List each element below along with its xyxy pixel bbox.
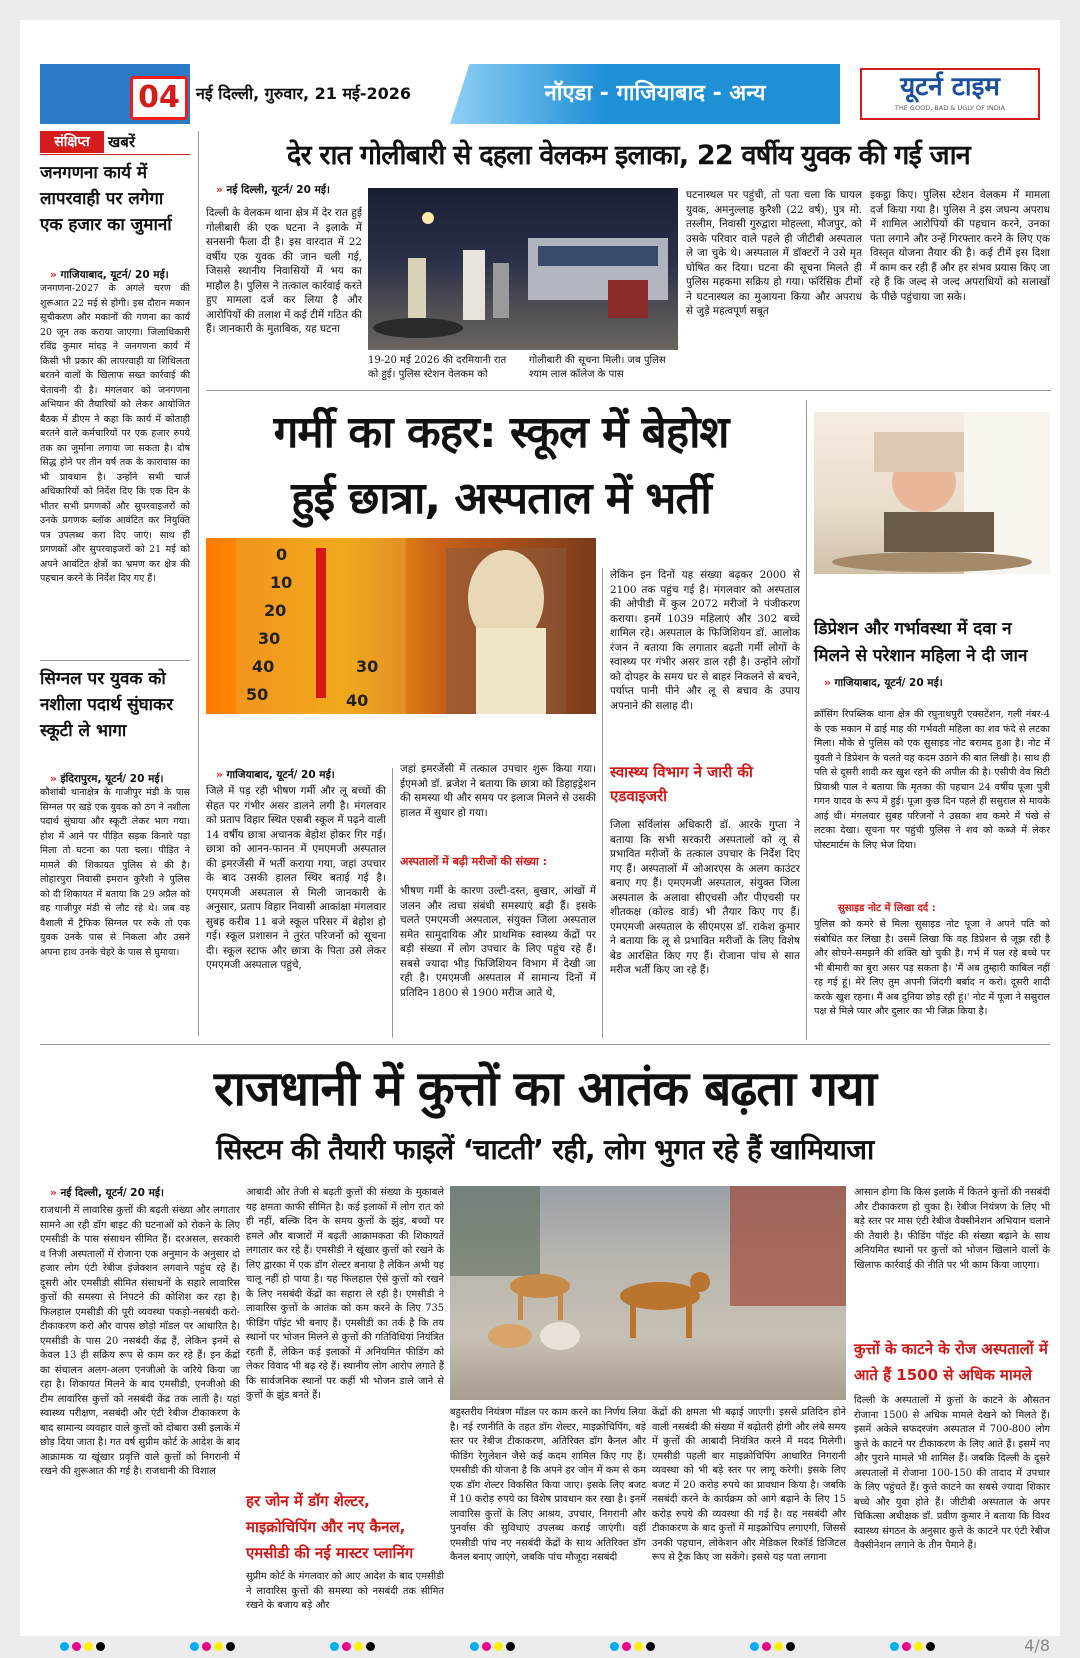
brief2-dateline: » इंदिरापुरम, यूटर्न/ 20 मई। xyxy=(50,772,190,786)
depression-headline: डिप्रेशन और गर्भावस्था में दवा न मिलने से परेशान महिला ने दी जान xyxy=(814,619,1028,666)
street-dogs-icon xyxy=(450,1186,846,1400)
dogs-dateline: » नई दिल्ली, यूटर्न/ 20 मई। xyxy=(50,1186,250,1200)
thermo-tick: 10 xyxy=(270,573,293,592)
thermo-tick: 30 xyxy=(258,629,281,648)
heat-col2-subhead: अस्पतालों में बढ़ी मरीजों की संख्या : xyxy=(400,855,547,868)
brief2-headline: सिग्नल पर युवक को नशीला पदार्थ सुंघाकर स्कूटी ले भागा xyxy=(40,669,174,741)
reg-dots-3 xyxy=(330,1636,378,1655)
brief-rule xyxy=(40,154,190,155)
reg-dots-2 xyxy=(190,1636,238,1655)
dogs-col5-subhead: कुत्तों के काटने के रोज अस्पतालों में आते हैं 1500 से अधिक मामले xyxy=(854,1340,1048,1384)
section-title: नॉएडा - गाजियाबाद - अन्य xyxy=(544,81,766,106)
heat-col3a: लेकिन इन दिनों यह संख्या बढ़कर 2000 से 2100 तक पहुंच गई है। मंगलवार को अस्पताल की ओपीडी में कुल 2072 मरीजों ने पंजीकरण कराया। इनमें 1039 महिलाएं और 302 बच्चे शामिल रहे। अस्पताल के फिजिशियन डॉ. आलोक रंजन ने बताया कि लगातार बढ़ती गर्मी लोगों के स्वास्थ्य पर गंभीर असर डाल रही है। उन्होंने लोगों को दोपहर के समय घर से बाहर निकलने से बचने, पर्याप्त पानी पीने और लू से बचाव के उपाय अपनाने की सलाह दी। xyxy=(610,569,800,712)
top-story-col1: दिल्ली के वेलकम थाना क्षेत्र में देर रात हुई गोलीबारी की एक घटना ने इलाके में सनसनी फैला दी है। इस वारदात में 22 वर्षीय एक युवक की जान चली गई, जिससे स्थानीय निवासियों में भय का माहौल है। पुलिस ने तत्काल कार्रवाई करते हुए मामला दर्ज कर लिया है और आरोपियों की तलाश में कई टीमें गठित की हैं। जानकारी के मुताबिक, यह घटना xyxy=(206,207,362,335)
heat-col2a: जहां इमरजेंसी में तत्काल उपचार शुरू किया गया। ईएमओ डॉ. ब्रजेश ने बताया कि छात्रा को डिहाइड्रेशन की समस्या थी और समय पर इलाज मिलने से उसकी हालत में सुधार हो गया। xyxy=(400,763,596,819)
page-number: 04 xyxy=(138,80,180,115)
dogs-col2b: सुप्रीम कोर्ट के मंगलवार को आए आदेश के बाद एमसीडी ने लावारिस कुत्तों की समस्या को नसबंदी तक सीमित रखने के बजाय बड़े और xyxy=(246,1571,444,1611)
left-column-rule xyxy=(198,131,199,1036)
reg-dots-6 xyxy=(750,1636,798,1655)
brief1-headline: जनगणना कार्य में लापरवाही पर लगेगा एक हजार का जुमार्ना xyxy=(40,163,172,235)
heat-dateline: » गाजियाबाद, यूटर्न/ 20 मई। xyxy=(216,768,396,782)
dogs-col5b: दिल्ली के अस्पतालों में कुत्तों के काटने के औसतन रोजाना 1500 से अधिक मामले देखने को मिलते हैं। इसमें अकेले सफदरजंग अस्पताल में 700-800 लोग कुत्ते के काटने पर टीकाकरण के लिए आते हैं। इसमें नए और पुराने मामले भी शामिल हैं। जबकि दिल्ली के दूसरे अस्पतालों में रोजाना 100-150 की तादाद में उपचार के लिए पहुंचते हैं। कुत्ते काटने का सबसे ज्यादा शिकार बच्चे और युवा होते हैं। जीटीबी अस्पताल के अपर चिकित्सा अधीक्षक डॉ. प्रवीण कुमार ने बताया कि विश्व स्वास्थ्य संगठन के अनुसार कुत्ते के काटने पर एंटी रेबीज वैक्सीनेशन लगाने के तीन पैमाने हैं। xyxy=(854,1395,1050,1551)
top-story-col3: घटनास्थल पर पहुंची, तो पता चला कि घायल युवक, अमनुल्लाह कुरैशी (22 वर्ष), पुत्र मो. तस्लीम, निवासी गुरुद्वारा मोहल्ला, मौजपुर, को उसके परिवार वाले पहले ही जीटीबी अस्पताल ले जा चुके थे। अस्पताल में डॉक्टरों ने उसे मृत घोषित कर दिया। घटना की सूचना मिलते ही पुलिस महकमा सक्रिय हो गया। फॉरेंसिक टीमों ने घटनास्थल का मुआयना किया और अपराध से जुड़े महत्वपूर्ण सबूत xyxy=(686,189,862,317)
depression-subhead: सुसाइड नोट में लिखा दर्द : xyxy=(838,903,936,914)
reg-dots-1 xyxy=(60,1636,108,1655)
dogs-col2-subhead: हर जोन में डॉग शेल्टर, माइक्रोचिपिंग और नए कैनल, एमसीडी की नई मास्टर प्लानिंग xyxy=(246,1492,414,1562)
brief2-body: कौशांबी थानाक्षेत्र के गाजीपुर मंडी के पास सिग्नल पर खड़े एक युवक को ठग ने नशीला पदार्थ सुंघाया और स्कूटी लेकर भाग गया। होश में आने पर पीड़ित सड़क किनारे पड़ा मिला तो घटना का पता चला। पीड़ित ने मामले की शिकायत पुलिस से की है। लोहारपुरा निवासी इमरान कुरैशी ने पुलिस को दी शिकायत में बताया कि 29 अप्रैल को वह गाजीपुर मंडी से लौट रहे थे। जब वह वैशाली में ट्रैफिक सिग्नल पर रुके तो एक युवक उनके पास से निकला और उसने अपना हाथ उनके चेहरे के पास से घुमाया। xyxy=(40,787,190,958)
top-story-col4: इकट्ठा किए। पुलिस स्टेशन वेलकम में मामला दर्ज किया गया है। पुलिस ने इस जघन्य अपराध में शामिल आरोपियों की पहचान करने, उनका पता लगाने और उन्हें गिरफ्तार करने के लिए एक विस्तृत योजना तैयार की है। कई टीमें इस दिशा में काम कर रही हैं और हर संभव प्रयास किए जा रहे हैं कि जल्द से जल्द अपराधियों को सलाखों के पीछे पहुंचाया जा सके। xyxy=(870,189,1050,303)
thermo-tick: 30 xyxy=(356,657,379,676)
heat-headline-1: गर्मी का कहर: स्कूल में बेहोश xyxy=(273,407,729,458)
thermo-tick: 40 xyxy=(252,657,275,676)
heat-col-rule-2 xyxy=(602,568,603,1038)
brief-label-a: संक्षिप्त xyxy=(40,131,104,153)
heat-col1: जिले में पड़ रही भीषण गर्मी और लू बच्चों की सेहत पर गंभीर असर डालने लगी है। मंगलवार को प्रताप विहार स्थित एसबी स्कूल में पढ़ने वाली 14 वर्षीय छात्रा अचानक बेहोश होकर गिर गई। छात्रा को आनन-फानन में एमएमजी अस्पताल की इमरजेंसी में भर्ती कराया गया, जहां उपचार के बाद उसकी हालत स्थिर बताई गई है। एमएमजी अस्पताल से मिली जानकारी के अनुसार, प्रताप विहार निवासी आकांक्षा मंगलवार सुबह करीब 11 बजे स्कूल परिसर में बेहोश हो गई। स्कूल प्रशासन ने तुरंत परिजनों को सूचना दी। स्कूल स्टाफ और छात्रा के पिता उसे लेकर एमएमजी अस्पताल पहुंचे, xyxy=(206,785,386,971)
page-indicator: 4/8 xyxy=(1024,1636,1050,1655)
heat-col2b: भीषण गर्मी के कारण उल्टी-दस्त, बुखार, आंखों में जलन और त्वचा संबंधी समस्याएं बढ़ी हैं। इसके चलते एमएमजी अस्पताल, संयुक्त जिला अस्पताल समेत सामुदायिक और प्राथमिक स्वास्थ्य केंद्रों पर बड़ी संख्या में लोग उपचार के लिए पहुंच रहे हैं। सबसे ज्यादा भीड़ फिजिशियन विभाग में देखी जा रही है। एमएमजी अस्पताल में सामान्य दिनों में प्रतिदिन 1800 से 1900 मरीज आते थे, xyxy=(400,885,596,999)
heat-col3-subhead: स्वास्थ्य विभाग ने जारी की एडवाइजरी xyxy=(610,763,753,805)
registration-marks xyxy=(40,1636,1040,1648)
issue-date: नई दिल्ली, गुरुवार, 21 मई-2026 xyxy=(196,84,412,103)
thermo-tick: 40 xyxy=(346,691,369,710)
dogs-top-rule xyxy=(40,1044,1050,1045)
dogs-headline: राजधानी में कुत्तों का आतंक बढ़ता गया xyxy=(213,1061,877,1117)
brief1-body: जनगणना-2027 के अगले चरण की शुरूआत 22 मई से होगी। इस दौरान मकान सूचीकरण और मकानों की गणना का कार्य 20 जून तक कराया जाएगा। जिलाधिकारी रविंद्र कुमार मांदड़ ने जनगणना कार्य में किसी भी प्रकार की लापरवाही या शिथिलता बरतने वालों के खिलाफ सख्त कार्रवाई की चेतावनी दी है। मंगलवार को जनगणना अभियान की तैयारियों को लेकर आयोजित बैठक में डीएम ने कहा कि कार्य में कोताही बरतने वाले कर्मचारियों पर एक हजार रुपये तक का जुर्माना लगाया जा सकता है। दोष सिद्ध होने पर तीन वर्ष तक के कारावास का भी प्रावधान है। उन्होंने सभी चार्ज अधिकारियों को निर्देश दिए कि एक दिन के भीतर सभी प्रगणकों और सुपरवाइजरों को उनके प्रगणक ब्लॉक आवंटित कर नियुक्ति पत्र उपलब्ध करा दिए जाएं। साथ ही प्रगणकों और सुपरवाइजरों को 21 मई को अपने आवंटित क्षेत्रों का भ्रमण कर क्षेत्र की पहचान करने के निर्देश दिए गए हैं। xyxy=(40,283,190,584)
depression-dateline: » गाजियाबाद, यूटर्न/ 20 मई। xyxy=(824,676,1004,690)
pregnant-woman-icon xyxy=(814,412,1050,574)
heat-photo xyxy=(206,538,596,714)
top-story-caption: 19-20 मई 2026 की दरमियानी रात को हुई। पुलिस स्टेशन वेलकम को गोलीबारी की सूचना मिली। जब पुलिस श्याम लाल कॉलेज के पास xyxy=(368,355,666,380)
thermo-tick: 50 xyxy=(246,685,269,704)
masthead xyxy=(40,64,1040,124)
dogs-col1: राजधानी में लावारिस कुत्तों की बढ़ती संख्या और लगातार सामने आ रही डॉग बाइट की घटनाओं को रोकने के लिए एमसीडी के पास संसाधन सीमित हैं। दरअसल, सरकारी व निजी अस्पतालों में रोजाना एक अनुमान के अनुसार दो हजार लोग एंटी रेबीज इंजेक्शन लगवाने पहुंच रहे हैं। दूसरी ओर एमसीडी सीमित संसाधनों के सहारे लावारिस कुत्तों की समस्या से निपटने की कोशिश कर रहा है। फिलहाल एमसीडी की पूरी व्यवस्था पकड़ो-नसबंदी करो-टीकाकरण करो और वापस छोड़ो मॉडल पर आधारित है। एमसीडी के पास 20 नसबंदी केंद्र हैं, लेकिन इनमें से केवल 13 ही सक्रिय रूप से काम कर रहे हैं। इन केंद्रों का संचालन अलग-अलग एनजीओ के जरिये किया जा रहा है। शिकायत मिलने के बाद एमसीडी, एनजीओ की टीम लावारिस कुत्तों को नसबंदी केंद्र तक लाती है। यहां स्वास्थ्य परीक्षण, नसबंदी और एंटी रेबीज टीकाकरण के बाद सामान्य व्यवहार वाले कुत्तों को दोबारा उसी इलाके में छोड़ दिया जाता है। गत वर्ष सुप्रीम कोर्ट के आदेश के बाद आक्रामक या खूंखार प्रवृत्ति वाले कुत्तों को निगरानी में रखने की शुरूआत की गई है। राजधानी की विशाल xyxy=(40,1205,240,1477)
top-story-dateline: » नई दिल्ली, यूटर्न/ 20 मई। xyxy=(216,183,396,197)
paper-sheet xyxy=(20,20,1060,1636)
brief-label-b: खबरें xyxy=(108,133,135,151)
brief1-dateline: » गाजियाबाद, यूटर्न/ 20 मई। xyxy=(50,268,190,282)
dogs-col2: आबादी और तेजी से बढ़ती कुत्तों की संख्या के मुकाबले यह क्षमता काफी सीमित है। कई इलाकों में लोग रात को ही नहीं, बल्कि दिन के समय कुत्तों के झुंड, बच्चों पर हमले और बाजारों में बढ़ती आक्रामकता की शिकायतें लगातार कर रहे हैं। एमसीडी ने खूंखार कुत्तों को रखने के लिए द्वारका में एक डॉग शेल्टर बनाया है लेकिन अभी यह चालू नहीं हो पाया है। यह फिलहाल ऐसे कुत्तों को रखने के लिए नसबंदी केंद्रों का सहारा ले रही है। एमसीडी ने लावारिस कुत्तों के आतंक को कम करने के लिए 735 फीडिंग पॉइंट भी बनाए हैं। एमसीडी का तर्क है कि तय स्थानों पर भोजन मिलने से कुत्तों की गतिविधियां नियंत्रित रहती हैं, लेकिन कई इलाकों में अनियमित फीडिंग को लेकर विवाद भी बढ़ रहे हैं। स्थानीय लोग आरोप लगाते हैं कि सार्वजनिक स्थानों पर कहीं भी भोजन डाले जाने से कुत्तों के झुंड बनते हैं। xyxy=(246,1187,444,1401)
top-story-rule xyxy=(206,390,1051,391)
brief-label xyxy=(40,131,190,153)
dogs-photo xyxy=(450,1186,846,1400)
depression-photo xyxy=(814,412,1050,574)
depression-body2: पुलिस को कमरे से मिला सुसाइड नोट पूजा ने अपने पति को संबोधित कर लिखा है। उसमें लिखा कि वह डिप्रेशन से जूझ रही है और सोचने-समझने की शक्ति खो चुकी है। गर्भ में पल रहे बच्चे पर भी बीमारी का बुरा असर पड़ सकता है। 'मैं अब तुम्हारी काबिल नहीं रह गई हूं। मेरे लिए तुम अपनी जिंदगी बर्बाद न करो। दूसरी शादी करके खुश रहना। मैं अब दुनिया छोड़ रही हूं।' नोट में पूजा ने ससुराल पक्ष से मिले प्यार और दुलार का भी जिक्र किया है। xyxy=(814,919,1050,1017)
logo: यूटर्न टाइम xyxy=(900,72,1000,102)
reg-dots-7 xyxy=(890,1636,938,1655)
reg-dots-4 xyxy=(470,1636,518,1655)
brief-divider xyxy=(40,660,190,661)
dogs-subheadline: सिस्टम की तैयारी फाइलें ‘चाटती’ रही, लोग भुगत रहे हैं खामियाजा xyxy=(216,1133,874,1166)
thermometer-icon xyxy=(206,538,596,714)
top-story-headline: देर रात गोलीबारी से दहला वेलकम इलाका, 22 वर्षीय युवक की गई जान xyxy=(287,140,970,171)
logo-tagline: THE GOOD, BAD & UGLY OF INDIA xyxy=(894,104,1006,112)
dogs-col5a: आसान होगा कि किस इलाके में कितने कुत्तों की नसबंदी और टीकाकरण हो चुका है। रेबीज नियंत्रण के लिए भी बड़े स्तर पर मास एंटी रेबीज वैक्सीनेशन अभियान चलाने की तैयारी है। फीडिंग पॉइंट की संख्या बढ़ाने के साथ अनियमित स्थानों पर कुत्तों को भोजन खिलाने वालों के खिलाफ कार्रवाई की नीति पर भी काम किया जाएगा। xyxy=(854,1187,1050,1271)
thermo-tick: 20 xyxy=(264,601,287,620)
dogs-col4: केंद्रों की क्षमता भी बढ़ाई जाएगी। इससे प्रतिदिन होने वाली नसबंदी की संख्या में बढ़ोतरी होगी और लंबे समय में कुत्तों की आबादी नियंत्रित करने में मदद मिलेगी। एमसीडी पहली बार माइक्रोचिपिंग आधारित निगरानी व्यवस्था को भी बड़े स्तर पर लागू करेगी। इसके लिए बजट में 20 करोड़ रुपये का प्रावधान किया है। जबकि नसबंदी करने के कार्यक्रम को आगे बढ़ाने के लिए 15 करोड़ रुपये की व्यवस्था की गई है। वह नसबंदी और टीकाकरण के बाद कुत्तों में माइक्रोचिप लगाएगी, जिससे उनकी पहचान, लोकेशन और मेडिकल रिकॉर्ड डिजिटल रूप से ट्रैक किए जा सकेंगे। इससे यह पता लगाना xyxy=(652,1407,846,1563)
heat-col-rule-1 xyxy=(392,768,393,1038)
top-story-photo xyxy=(368,188,678,350)
thermo-tick: 0 xyxy=(276,545,288,564)
dogs-col3: बहुस्तरीय नियंत्रण मॉडल पर काम करने का निर्णय लिया है। नई रणनीति के तहत डॉग शेल्टर, माइक्रोचिपिंग, बड़े स्तर पर रेबीज टीकाकरण, अतिरिक्त डॉग कैनल और फीडिंग रेगुलेशन जैसे कई कदम शामिल किए गए हैं। एमसीडी की योजना है कि अपने हर जोन में कम से कम एक डॉग शेल्टर विकसित किया जाए। इसके लिए बजट में 10 करोड़ रुपये का विशेष प्रावधान कर रखा है। इनमें लावारिस कुत्तों के लिए आश्रय, उपचार, निगरानी और पुनर्वास की सुविधाएं उपलब्ध कराई जाएंगी। वहीं एमसीडी पांच नए नसबंदी केंद्रों के साथ अतिरिक्त डॉग कैनल बनाए जाएंगे, जबकि पांच मौजूदा नसबंदी xyxy=(450,1407,646,1563)
heat-col3b: जिला सर्विलांस अधिकारी डॉ. आरके गुप्ता ने बताया कि सभी सरकारी अस्पतालों को लू से प्रभावित मरीजों के तत्काल उपचार के निर्देश दिए गए हैं। अस्पतालों में ओआरएस के अलग काउंटर बनाए गए हैं। एमएमजी अस्पताल, संयुक्त जिला अस्पताल के अलावा सीएचसी और पीएचसी पर शीतकक्ष (कोल्ड वार्ड) भी तैयार किए गए हैं। एमएमजी अस्पताल के सीएमएस डॉ. राकेश कुमार ने बताया कि लू से प्रभावित मरीजों के लिए विशेष बेड आरक्षित किए गए हैं। रोजाना पांच से सात मरीज भर्ती किए जा रहे हैं। xyxy=(610,819,800,976)
depression-body: क्रॉसिंग रिपब्लिक थाना क्षेत्र की रघुनाथपुरी एक्सटेंशन, गली नंबर-4 के एक मकान में ढाई माह की गर्भवती महिला का शव फंदे से लटका मिला। मौके से पुलिस को एक सुसाइड नोट बरामद हुआ है। नोट में युवती ने डिप्रेशन के चलते यह कदम उठाने की बात लिखी है। साथ ही पति से दूसरी शादी कर खुश रहने की अपील की है। एसीपी वेव सिटी प्रियाश्री पाल ने बताया कि मृतका की पहचान 24 वर्षीय पूजा पुत्री गगन यादव के रूप में हुई। पूजा कुछ दिन पहले ही ससुराल से मायके आई थी। मंगलवार सुबह परिजनों ने उसका शव कमरे में पंखे से लटका देखा। सूचना पर पहुंची पुलिस ने शव को कब्जे में लेकर पोस्टमार्टम के लिए भेज दिया। xyxy=(814,709,1050,851)
depression-rule xyxy=(806,400,807,1040)
reg-dots-5 xyxy=(610,1636,658,1655)
heat-headline-2: हुई छात्रा, अस्पताल में भर्ती xyxy=(291,473,711,524)
night-scene-icon xyxy=(368,188,678,350)
